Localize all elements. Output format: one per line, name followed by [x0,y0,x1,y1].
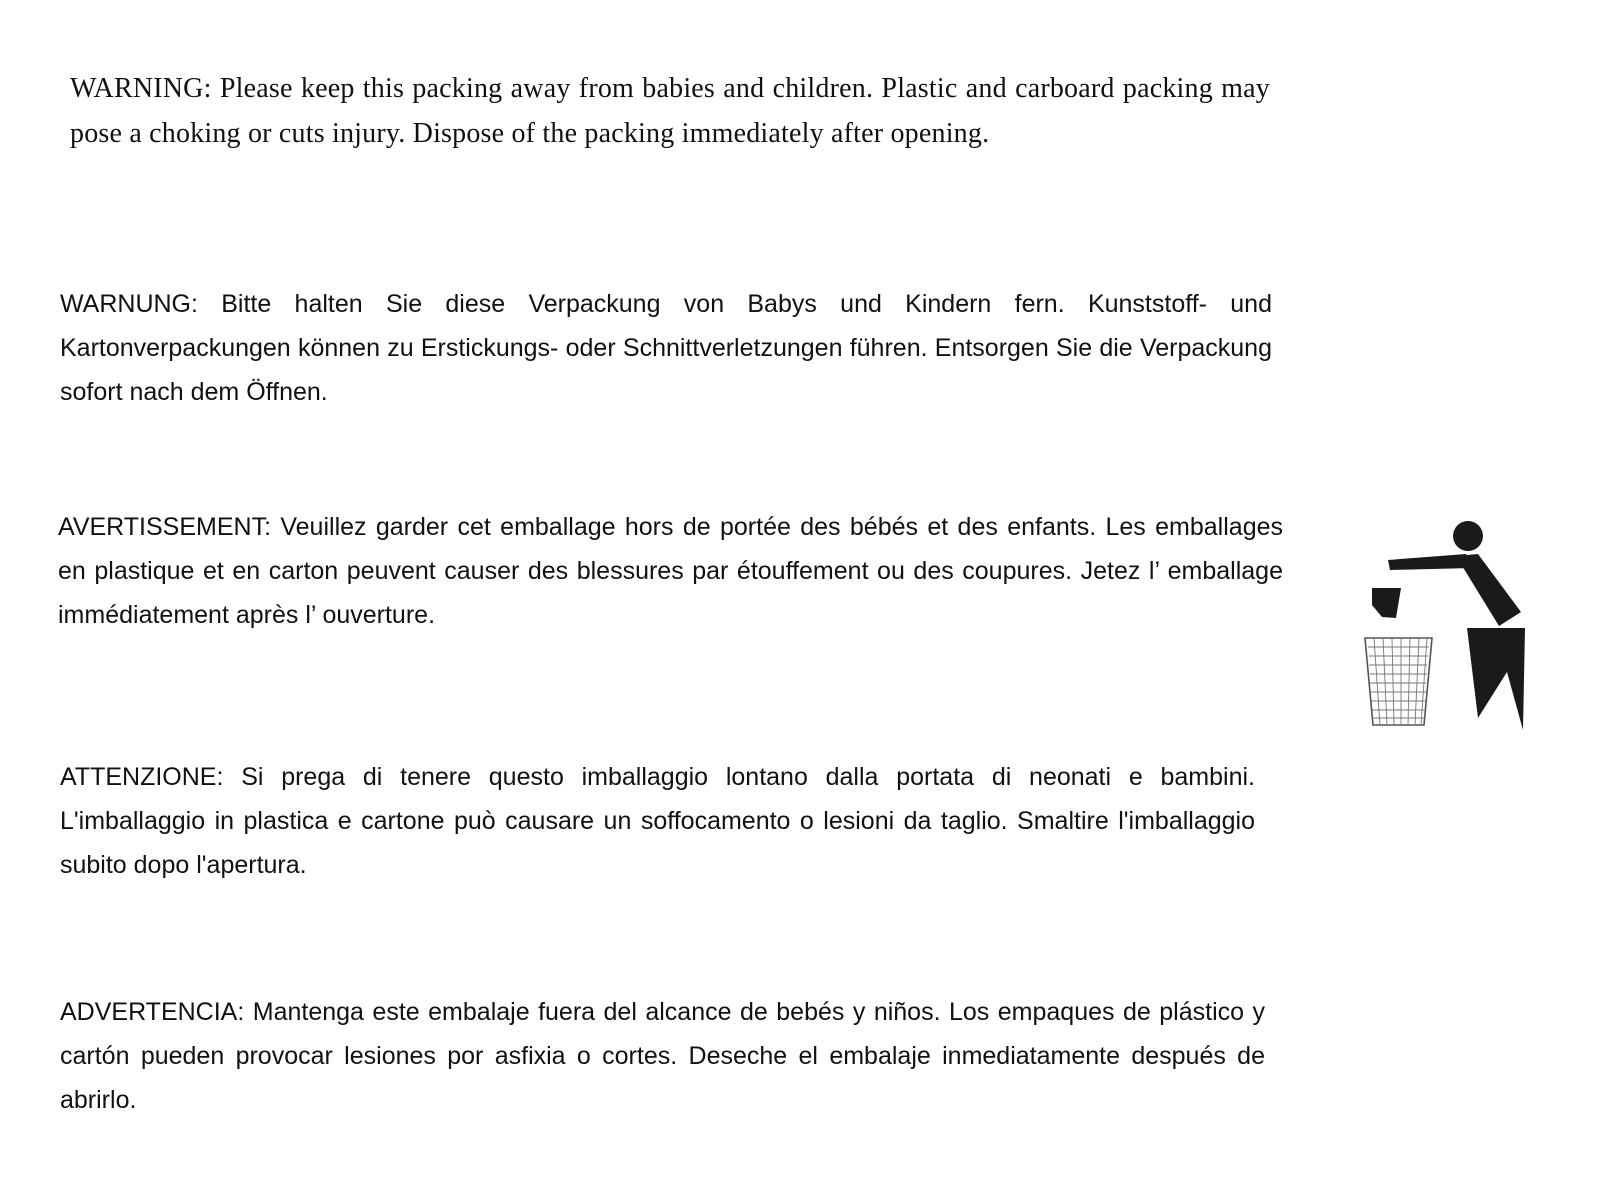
warning-english: WARNING: Please keep this packing away from babies and children. Plastic and carboard packing may pose a choking or cuts injury. Dispose of the packing immediately after opening. [70,73,1270,149]
warning-french: AVERTISSEMENT: Veuillez garder cet emballage hors de portée des bébés et des enfants. Les emballages en plastique et en carton peuvent causer des blessures par étouffement ou des coupures. Jetez l’ emballage immédiatement après l’ ouverture. [58,513,1283,629]
warning-spanish: ADVERTENCIA: Mantenga este embalaje fuera del alcance de bebés y niños. Los empaques de plástico y cartón pueden provocar lesiones por asfixia o cortes. Deseche el embalaje inmediatamente después de abrirlo. [60,998,1265,1114]
trash-bin-icon [1365,638,1432,725]
warning-german: WARNUNG: Bitte halten Sie diese Verpackung von Babys und Kindern fern. Kunststoff- und Kartonverpackungen können zu Erstickungs- oder Schnittverletzungen führen. Entsorgen Sie die Verpackung sofort nach dem Öffnen. [60,290,1272,406]
dispose-in-bin-icon [1360,520,1560,745]
rubbish-piece-icon [1372,588,1401,618]
warning-italian: ATTENZIONE: Si prega di tenere questo imballaggio lontano dalla portata di neonati e bambini. L'imballaggio in plastica e cartone può causare un soffocamento o lesioni da taglio. Smaltire l'imballaggio subito dopo l'apertura. [60,763,1255,879]
